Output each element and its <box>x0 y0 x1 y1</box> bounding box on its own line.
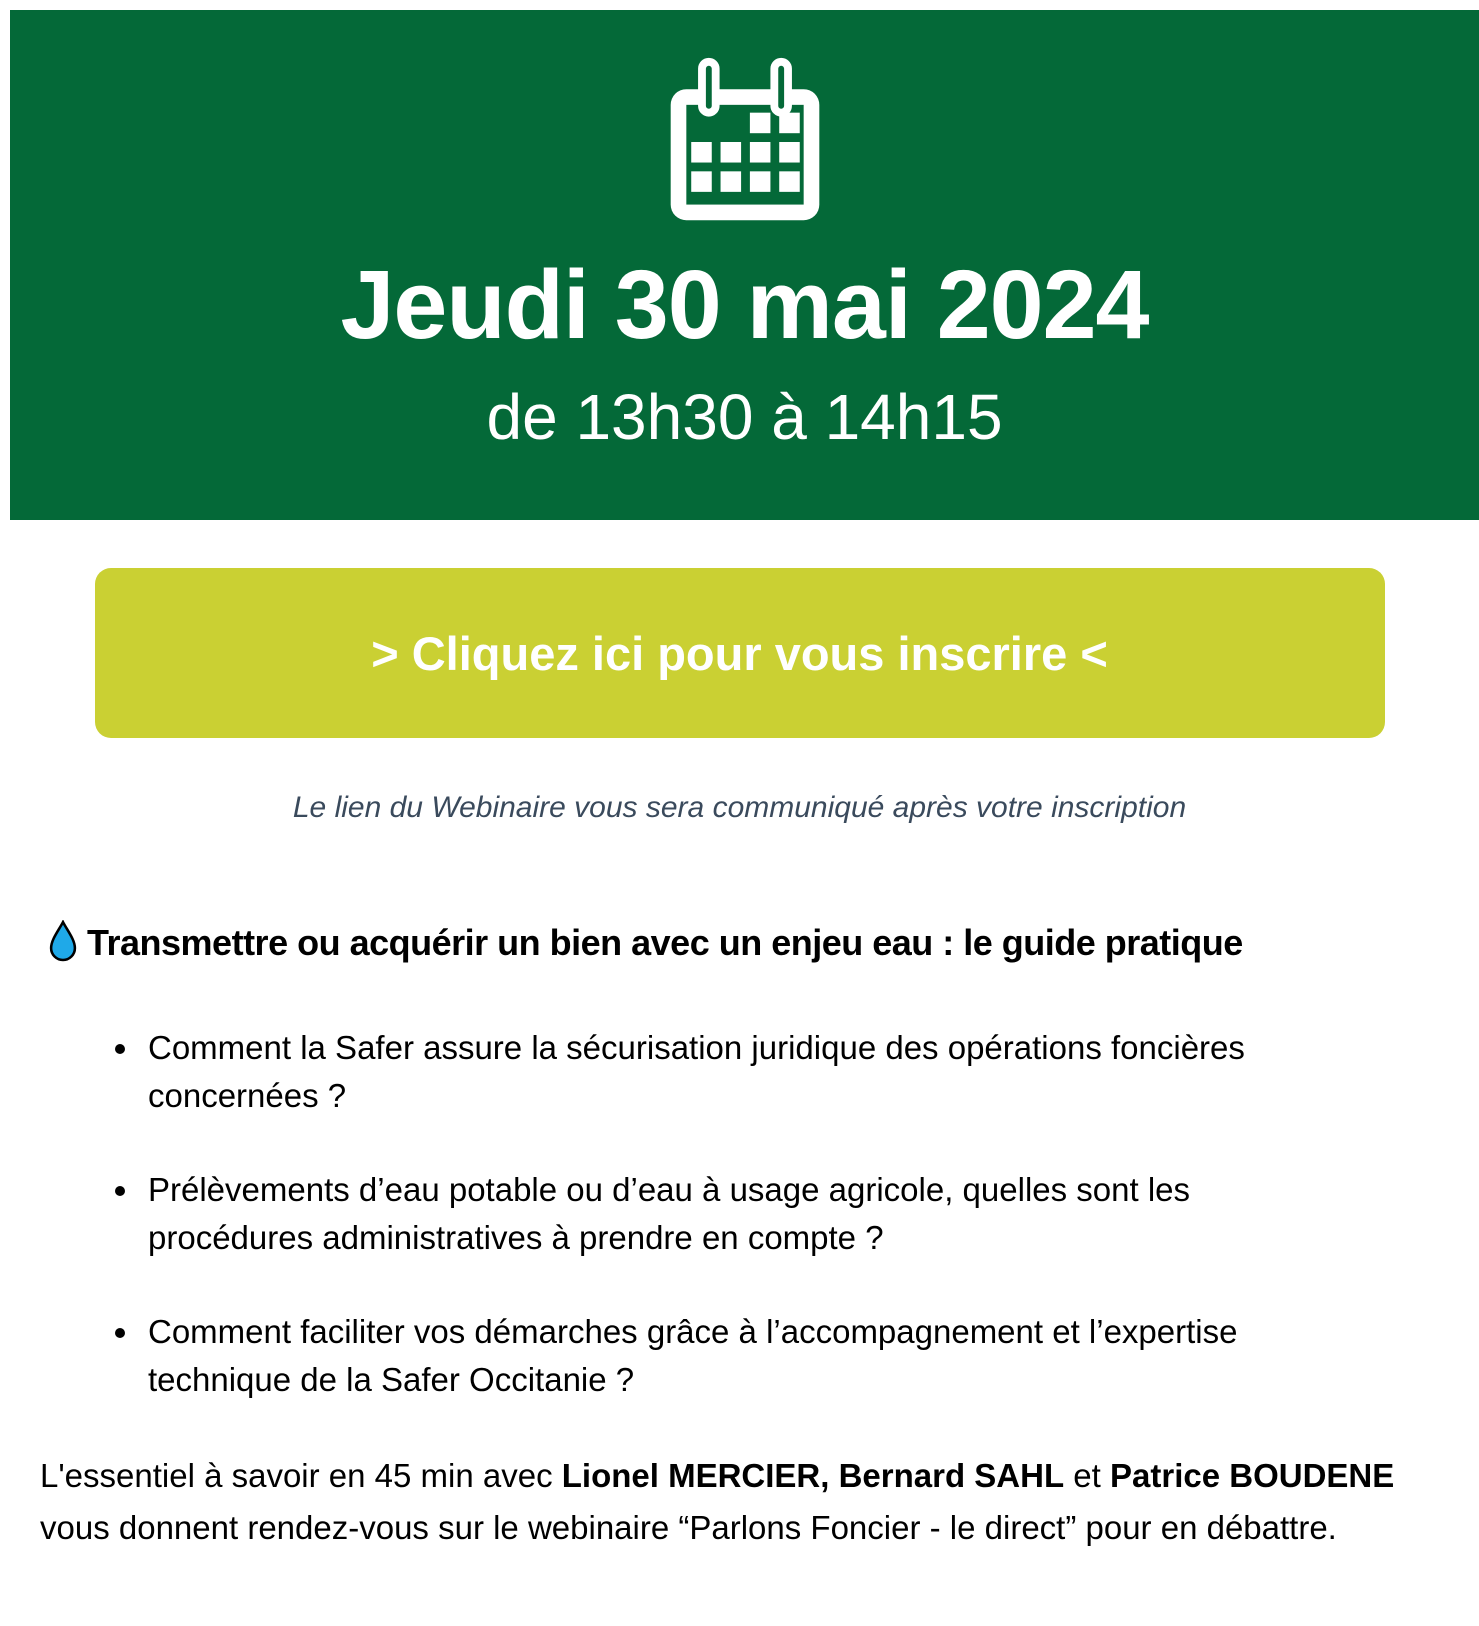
topic-bullet-list <box>0 1024 1479 1404</box>
speaker-names: Lionel MERCIER, Bernard SAHL <box>561 1457 1065 1494</box>
webinar-link-note: Le lien du Webinaire vous sera communiqué après votre inscription <box>292 791 1187 824</box>
register-button[interactable]: > Cliquez ici pour vous inscrire < <box>95 568 1385 738</box>
event-time: de 13h30 à 14h15 <box>486 381 1003 453</box>
calendar-icon <box>10 10 1479 230</box>
event-header <box>10 10 1479 520</box>
topic-heading <box>46 920 1449 966</box>
closing-text-segment: et <box>1064 1457 1110 1494</box>
closing-text-segment: vous donnent rendez-vous sur le webinaire “Parlons Foncier - le direct” pour en débattre. <box>40 1509 1337 1546</box>
speaker-name: Patrice BOUDENE <box>1110 1457 1395 1494</box>
closing-text-segment: L'essentiel à savoir en 45 min avec <box>40 1457 562 1494</box>
topic-title: Transmettre ou acquérir un bien avec un enjeu eau : le guide pratique <box>87 922 1243 963</box>
list-item: • Comment faciliter vos démarches grâce à l’accompagnement et l’expertise technique de la Safer Occitanie ? <box>142 1308 1302 1404</box>
event-date: Jeudi 30 mai 2024 <box>340 250 1149 359</box>
list-item: • Comment la Safer assure la sécurisation juridique des opérations foncières concernées ? <box>142 1024 1302 1120</box>
closing-paragraph <box>40 1450 1439 1554</box>
list-item: • Prélèvements d’eau potable ou d’eau à usage agricole, quelles sont les procédures administratives à prendre en compte ? <box>142 1166 1302 1262</box>
page-container <box>0 10 1479 1626</box>
water-drop-icon <box>46 920 80 966</box>
